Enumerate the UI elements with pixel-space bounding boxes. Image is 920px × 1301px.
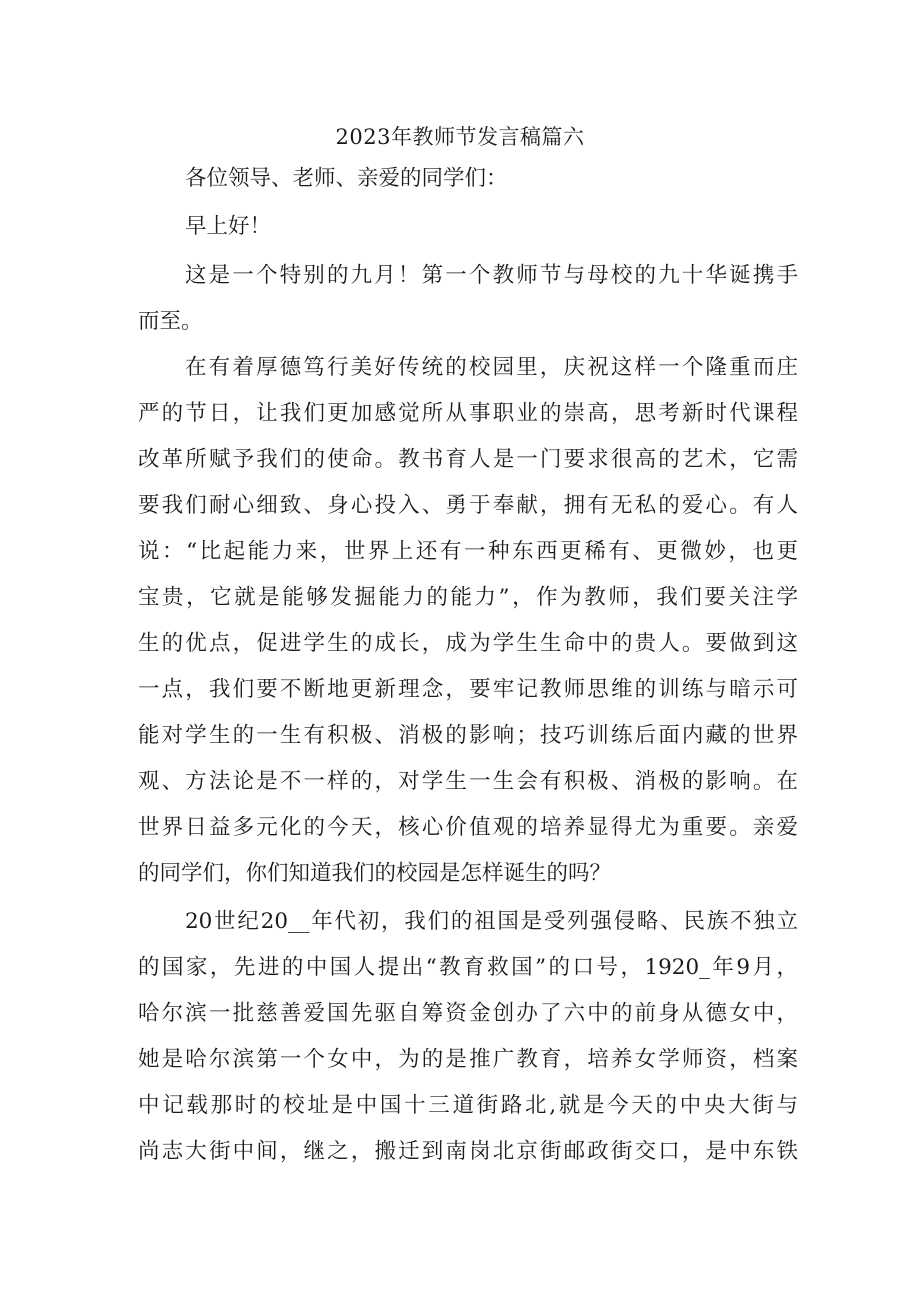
paragraph-line: 哈尔滨一批慈善爱国先驱自筹资金创办了六中的前身从德女中， xyxy=(138,1001,798,1026)
paragraph-line: 的国家，先进的中国人提出“教育救国”的口号，1920_年9月， xyxy=(138,955,798,980)
paragraph-line: 宝贵，它就是能够发掘能力的能力”，作为教师，我们要关注学 xyxy=(138,585,798,610)
greeting-line: 早上好！ xyxy=(185,214,272,239)
paragraph-line: 要我们耐心细致、身心投入、勇于奉献，拥有无私的爱心。有人 xyxy=(138,493,798,518)
paragraph-line: 说：“比起能力来，世界上还有一种东西更稀有、更微妙，也更 xyxy=(138,539,798,564)
paragraph-line: 她是哈尔滨第一个女中，为的是推广教育，培养女学师资，档案 xyxy=(138,1047,798,1072)
paragraph-line: 在有着厚德笃行美好传统的校园里，庆祝这样一个隆重而庄 xyxy=(185,355,798,380)
paragraph-line: 世界日益多元化的今天，核心价值观的培养显得尤为重要。亲爱 xyxy=(138,815,798,840)
paragraph-line: 中记载那时的校址是中国十三道街路北,就是今天的中央大街与 xyxy=(138,1093,798,1118)
salutation-line: 各位领导、老师、亲爱的同学们： xyxy=(185,166,508,191)
paragraph-line: 能对学生的一生有积极、消极的影响；技巧训练后面内藏的世界 xyxy=(138,723,798,748)
paragraph-line: 这是一个特别的九月！第一个教师节与母校的九十华诞携手 xyxy=(185,263,798,288)
paragraph-line: 改革所赋予我们的使命。教书育人是一门要求很高的艺术，它需 xyxy=(138,447,798,472)
paragraph-line: 严的节日，让我们更加感觉所从事职业的崇高，思考新时代课程 xyxy=(138,401,798,426)
paragraph-line: 而至。 xyxy=(138,309,203,334)
paragraph-line: 的同学们，你们知道我们的校园是怎样诞生的吗？ xyxy=(138,861,612,886)
document-title: 2023年教师节发言稿篇六 xyxy=(335,125,585,149)
paragraph-line: 尚志大街中间，继之，搬迁到南岗北京街邮政街交口，是中东铁 xyxy=(138,1139,798,1164)
paragraph-line: 生的优点，促进学生的成长，成为学生生命中的贵人。要做到这 xyxy=(138,631,798,656)
paragraph-line: 一点，我们要不断地更新理念，要牢记教师思维的训练与暗示可 xyxy=(138,677,798,702)
paragraph-line: 观、方法论是不一样的，对学生一生会有积极、消极的影响。在 xyxy=(138,769,798,794)
paragraph-line: 20世纪20__年代初，我们的祖国是受列强侵略、民族不独立 xyxy=(185,909,798,934)
